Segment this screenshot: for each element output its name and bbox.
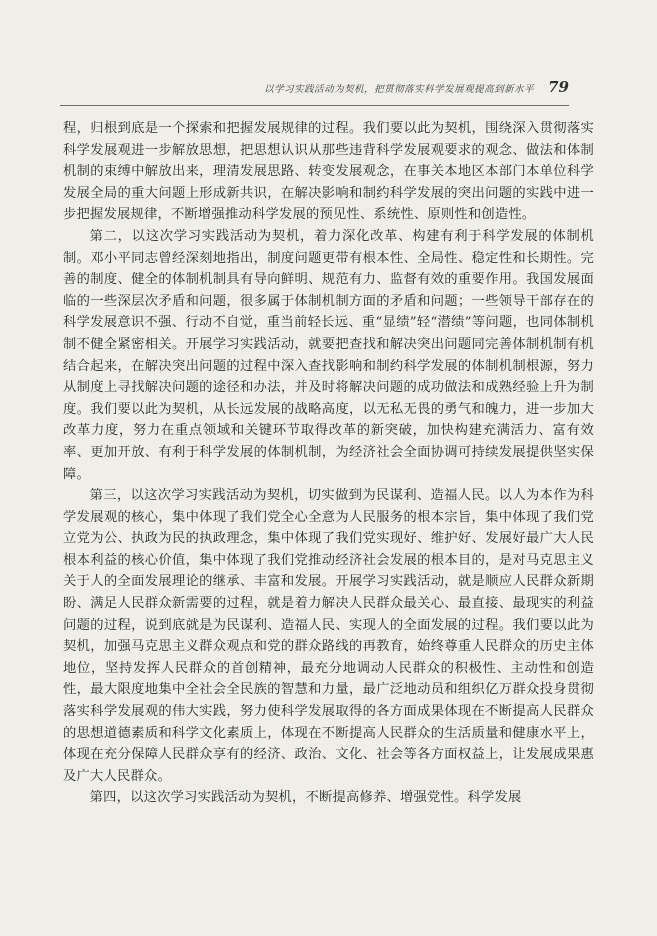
paragraph-fourth-point: 第四，以这次学习实践活动为契机，不断提高修养、增强党性。科学发展 [89, 790, 522, 806]
body-text [63, 118, 594, 809]
paragraph-second-point: 第二，以这次学习实践活动为契机，着力深化改革、构建有利于科学发展的体制机制。邓小平同志曾经深刻地指出，制度问题更带有根本性、全局性、稳定性和长期性。完善的制度、健全的体制机制具有导向鲜明、规范有力、监督有效的重要作用。我国发展面临的一些深层次矛盾和问题，很多属于体制机制方面的矛盾和问题；一些领导干部存在的科学发展意识不强、行动不自觉，重当前轻长远、重“显绩”轻“潜绩”等问题，也同体制机制不健全紧密相关。开展学习实践活动，就要把查找和解决突出问题同完善体制机制有机结合起来，在解决突出问题的过程中深入查找影响和制约科学发展的体制机制根源，努力从制度上寻找解决问题的途径和办法，并及时将解决问题的成功做法和成熟经验上升为制度。我们要以此为契机，从长远发展的战略高度，以无私无畏的勇气和魄力，进一步加大改革力度，努力在重点领域和关键环节取得改革的新突破，加快构建充满活力、富有效率、更加开放、有利于科学发展的体制机制，为经济社会全面协调可持续发展提供坚实保障。 [63, 228, 594, 482]
paragraph-continued: 程，归根到底是一个探索和把握发展规律的过程。我们要以此为契机，围绕深入贯彻落实科学发展观进一步解放思想，把思想认识从那些违背科学发展观要求的观念、做法和体制机制的束缚中解放出来，理清发展思路、转变发展观念，在事关本地区本部门本单位科学发展全局的重大问题上形成新共识，在解决影响和制约科学发展的突出问题的实践中进一步把握发展规律，不断增强推动科学发展的预见性、系统性、原则性和创造性。 [63, 121, 594, 223]
paragraph-third-point: 第三，以这次学习实践活动为契机，切实做到为民谋利、造福人民。以人为本作为科学发展观的核心，集中体现了我们党全心全意为人民服务的根本宗旨，集中体现了我们党立党为公、执政为民的执政理念，集中体现了我们党实现好、维护好、发展好最广大人民根本利益的核心价值，集中体现了我们党推动经济社会发展的根本目的，是对马克思主义关于人的全面发展理论的继承、丰富和发展。开展学习实践活动，就是顺应人民群众新期盼、满足人民群众新需要的过程，就是着力解决人民群众最关心、最直接、最现实的利益问题的过程，说到底就是为民谋利、造福人民、实现人的全面发展的过程。我们要以此为契机，加强马克思主义群众观点和党的群众路线的再教育，始终尊重人民群众的历史主体地位，坚持发挥人民群众的首创精神，最充分地调动人民群众的积极性、主动性和创造性，最大限度地集中全社会全民族的智慧和力量，最广泛地动员和组织亿万群众投身贯彻落实科学发展观的伟大实践，努力使科学发展取得的各方面成果体现在不断提高人民群众的思想道德素质和科学文化素质上，体现在不断提高人民群众的生活质量和健康水平上，体现在充分保障人民群众享有的经济、政治、文化、社会等各方面权益上，让发展成果惠及广大人民群众。 [63, 488, 594, 784]
page-number: 79 [548, 78, 569, 96]
running-title: 以学习实践活动为契机，把贯彻落实科学发展观提高到新水平 [264, 84, 535, 95]
running-header [60, 78, 569, 106]
